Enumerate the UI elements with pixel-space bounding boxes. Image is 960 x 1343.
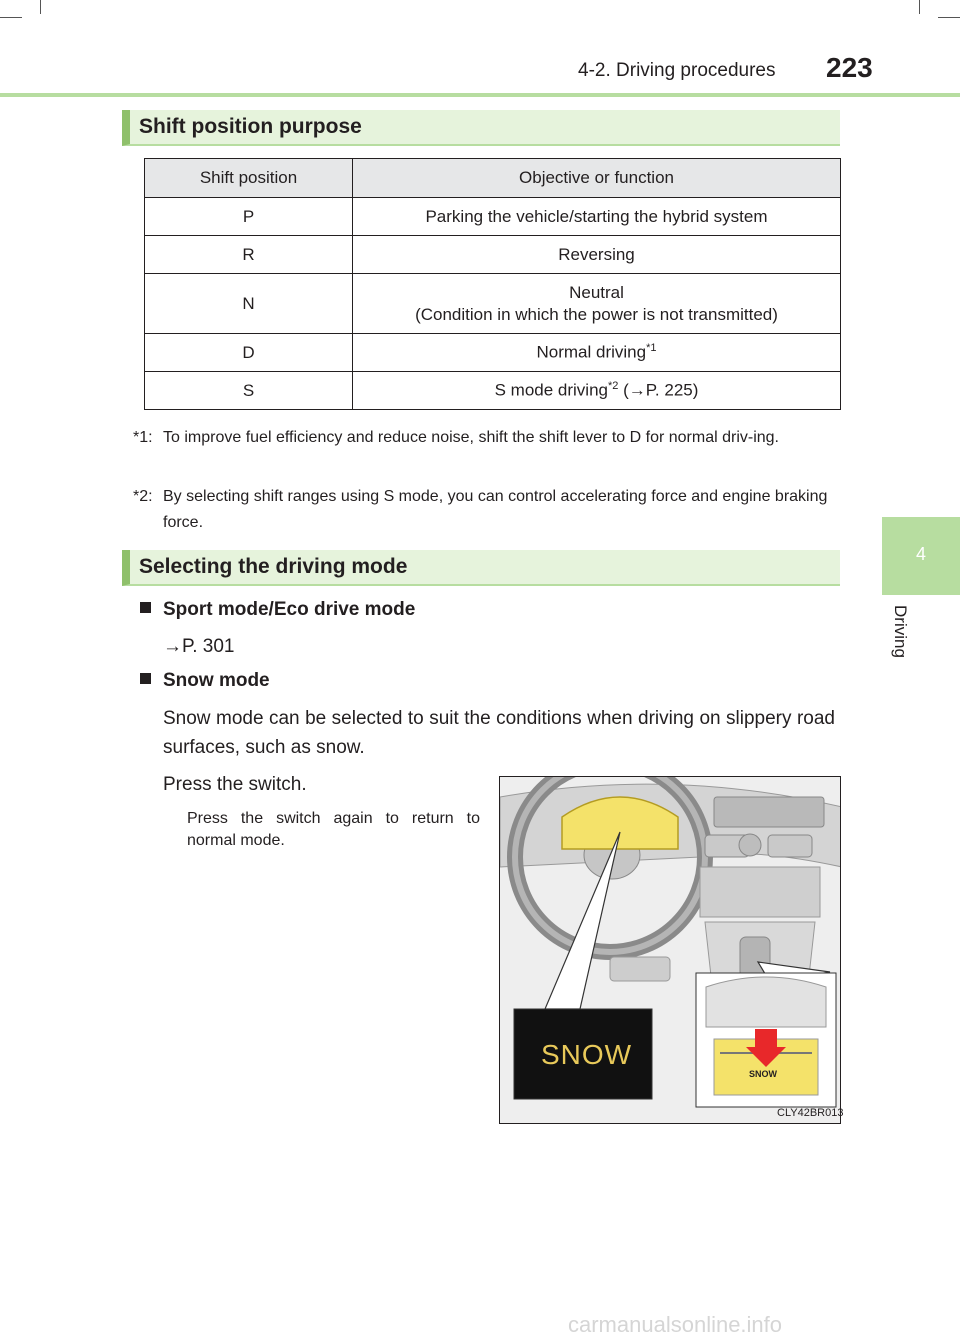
section-title: Shift position purpose bbox=[139, 115, 362, 138]
function-text: S mode driving bbox=[494, 380, 608, 400]
table-row bbox=[145, 334, 841, 372]
footnote bbox=[133, 484, 837, 536]
shift-position-cell: D bbox=[145, 334, 353, 372]
footnote-mark: *1: bbox=[133, 429, 153, 446]
watermark: carmanualsonline.info bbox=[568, 1312, 783, 1337]
section-title: Selecting the driving mode bbox=[139, 555, 408, 578]
shift-position-table bbox=[144, 158, 841, 410]
function-cell bbox=[353, 274, 841, 334]
page-reference-link[interactable]: →P. 301 bbox=[163, 636, 235, 657]
table-row bbox=[145, 372, 841, 410]
bullet-square-icon bbox=[140, 673, 151, 684]
shift-position-cell: S bbox=[145, 372, 353, 410]
instruction-text: Press the switch. bbox=[163, 774, 307, 795]
footnote-ref: *2 bbox=[607, 380, 619, 393]
instruction-note: Press the switch again to return to normal mode. bbox=[187, 810, 480, 849]
chapter-tab[interactable] bbox=[882, 517, 960, 595]
crop-mark bbox=[40, 0, 41, 14]
footnote-text: By selecting shift ranges using S mode, you can control accelerating force and engine braking force. bbox=[163, 488, 828, 531]
snow-switch-label: SNOW bbox=[749, 1069, 777, 1079]
function-cell bbox=[353, 372, 841, 410]
figure-code: CLY42BR013 bbox=[777, 1107, 844, 1119]
table-header-row bbox=[145, 159, 841, 198]
table-row bbox=[145, 274, 841, 334]
table-header: Objective or function bbox=[353, 159, 841, 198]
footnote-text: To improve fuel efficiency and reduce noise, shift the shift lever to D for normal driv-ing. bbox=[163, 429, 779, 446]
function-cell: Reversing bbox=[353, 236, 841, 274]
page-number: 223 bbox=[826, 52, 873, 83]
function-line: (Condition in which the power is not transmitted) bbox=[415, 304, 778, 324]
footnote bbox=[133, 425, 837, 451]
table-row bbox=[145, 198, 841, 236]
footnote-ref: *1 bbox=[646, 342, 657, 355]
function-cell: Parking the vehicle/starting the hybrid system bbox=[353, 198, 841, 236]
subheading-snow-mode: Snow mode bbox=[140, 670, 270, 692]
snow-mode-description: Snow mode can be selected to suit the conditions when driving on slippery road surfaces, such as snow. bbox=[163, 708, 835, 758]
section-heading-bar bbox=[122, 110, 840, 146]
shift-position-cell: P bbox=[145, 198, 353, 236]
crop-mark bbox=[938, 17, 960, 18]
table-row bbox=[145, 236, 841, 274]
shift-position-cell: R bbox=[145, 236, 353, 274]
footnote-mark: *2: bbox=[133, 488, 153, 505]
dashboard-drawing bbox=[500, 777, 844, 1124]
section-header: 4-2. Driving procedures bbox=[578, 60, 776, 81]
function-text: Normal driving bbox=[536, 342, 647, 362]
function-line: Neutral bbox=[569, 282, 624, 302]
shift-position-cell: N bbox=[145, 274, 353, 334]
header-rule bbox=[0, 93, 960, 97]
crop-mark bbox=[919, 0, 920, 14]
section-heading-bar bbox=[122, 550, 840, 586]
snow-display-text: SNOW bbox=[541, 1039, 633, 1070]
chapter-label: Driving bbox=[891, 605, 910, 658]
subheading-sport-mode: Sport mode/Eco drive mode bbox=[140, 599, 415, 621]
chapter-number: 4 bbox=[915, 544, 926, 564]
bullet-square-icon bbox=[140, 602, 151, 613]
table-header: Shift position bbox=[145, 159, 353, 198]
dashboard-illustration bbox=[499, 776, 844, 1124]
page-reference-link[interactable]: (→P. 225) bbox=[618, 380, 699, 400]
function-cell bbox=[353, 334, 841, 372]
crop-mark bbox=[0, 17, 22, 18]
